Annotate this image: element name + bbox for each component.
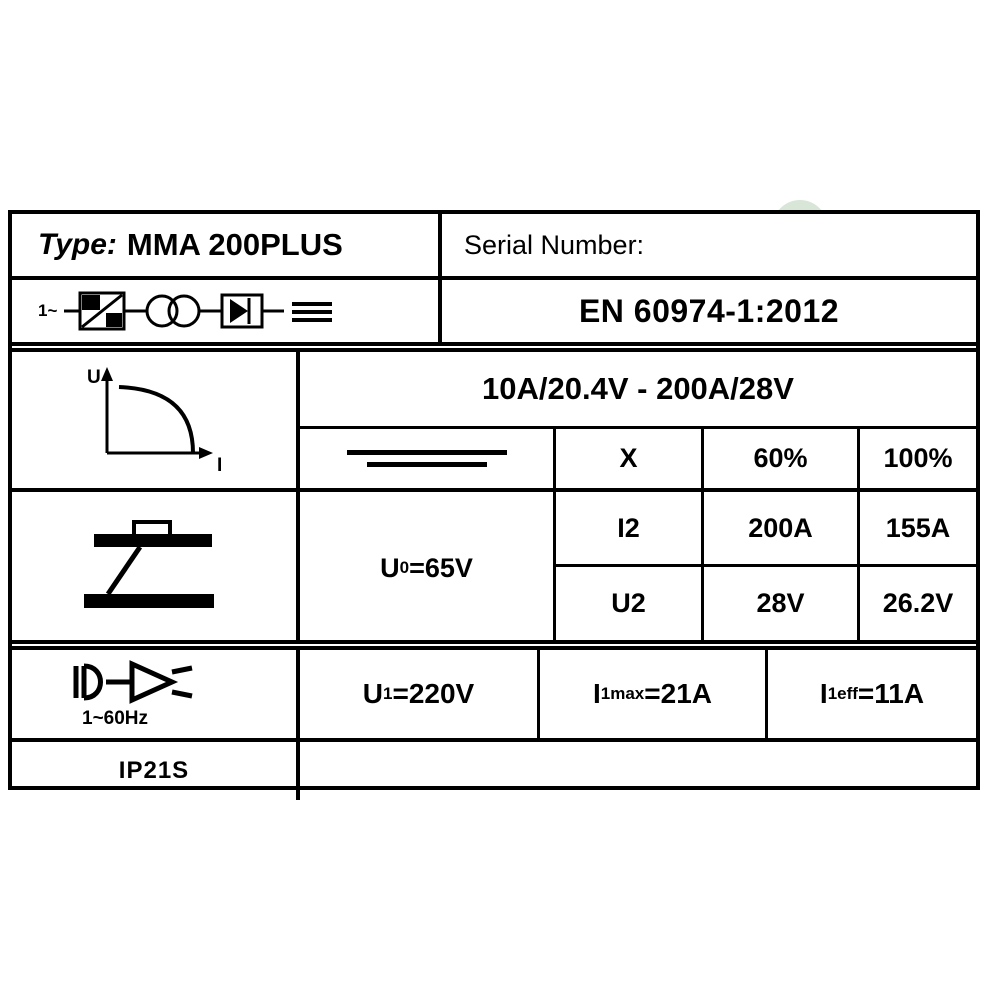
supply-symbol-cell [12,650,300,738]
serial-label: Serial Number: [464,229,645,260]
separator-band [12,342,976,352]
u2-label-cell [556,564,704,640]
i1eff-cell [768,650,976,738]
single-phase-inverter-dc-symbol-icon [36,285,416,337]
type-cell [12,214,442,276]
svg-text:I: I [217,455,223,476]
u1-cell [300,650,540,738]
supply-frequency-label: 1~60Hz [82,708,149,729]
duty-100-cell [860,426,976,488]
duty-100-label: 100% [883,443,953,473]
i1max-cell [540,650,768,738]
ip-rating-value: IP21S [118,757,190,784]
u1-suffix: =220V [392,678,475,709]
row-ip-rating [12,738,976,800]
row-input-supply [12,650,976,738]
i1max-suffix: =21A [644,678,712,709]
row-type [12,214,976,276]
dc-output-symbol-cell [300,426,556,488]
duty-x-label: X [619,443,638,473]
svg-text:1~: 1~ [38,301,58,320]
dash-line [367,462,487,467]
i2-60-cell [704,492,860,564]
u0-prefix: U [380,552,400,583]
type-label: Type: [38,228,117,261]
u1-subscript: 1 [383,684,393,703]
single-phase-supply-icon [54,654,254,734]
u2-60-value: 28V [756,588,805,618]
dash-line [347,450,507,455]
i1eff-prefix: I [819,678,828,709]
u2-label: U2 [611,588,646,618]
serial-cell [442,214,976,276]
u0-spacer [300,564,556,640]
u1-prefix: U [362,678,383,709]
dc-output-icon [347,450,507,467]
i1eff-subscript: 1eff [827,684,858,703]
i2-label: I2 [617,512,640,543]
i2-100-value: 155A [885,512,951,543]
ip-rating-empty-cell [300,742,976,800]
i2-100-cell [860,492,976,564]
svg-text:U: U [87,367,101,388]
duty-60-label: 60% [753,443,808,473]
duty-x-cell [556,426,704,488]
u0-suffix: =65V [409,552,473,583]
u0-subscript: 0 [399,558,410,577]
row-i2 [12,488,976,583]
u2-60-cell [704,564,860,640]
i2-60-value: 200A [748,512,813,543]
i1max-prefix: I [593,678,601,709]
i1max-subscript: 1max [600,684,645,703]
u2-100-cell [860,564,976,640]
type-value: MMA 200PLUS [126,227,343,262]
standard-value: EN 60974-1:2012 [578,292,840,329]
output-range-value: 10A/20.4V - 200A/28V [482,371,794,406]
rating-plate [8,210,980,790]
i2-label-cell [556,492,704,564]
output-range-cell [300,352,976,426]
ip-rating-cell [12,742,300,800]
row-duty-header [12,426,976,488]
u2-100-value: 26.2V [882,588,954,618]
duty-60-cell [704,426,860,488]
curve-cell-spacer [12,426,300,488]
i1eff-suffix: =11A [857,678,925,709]
converter-symbol-cell [12,280,442,342]
welding-symbol-spacer [12,564,300,640]
row-standard [12,276,976,342]
row-u2 [12,564,976,640]
standard-cell [442,280,976,342]
